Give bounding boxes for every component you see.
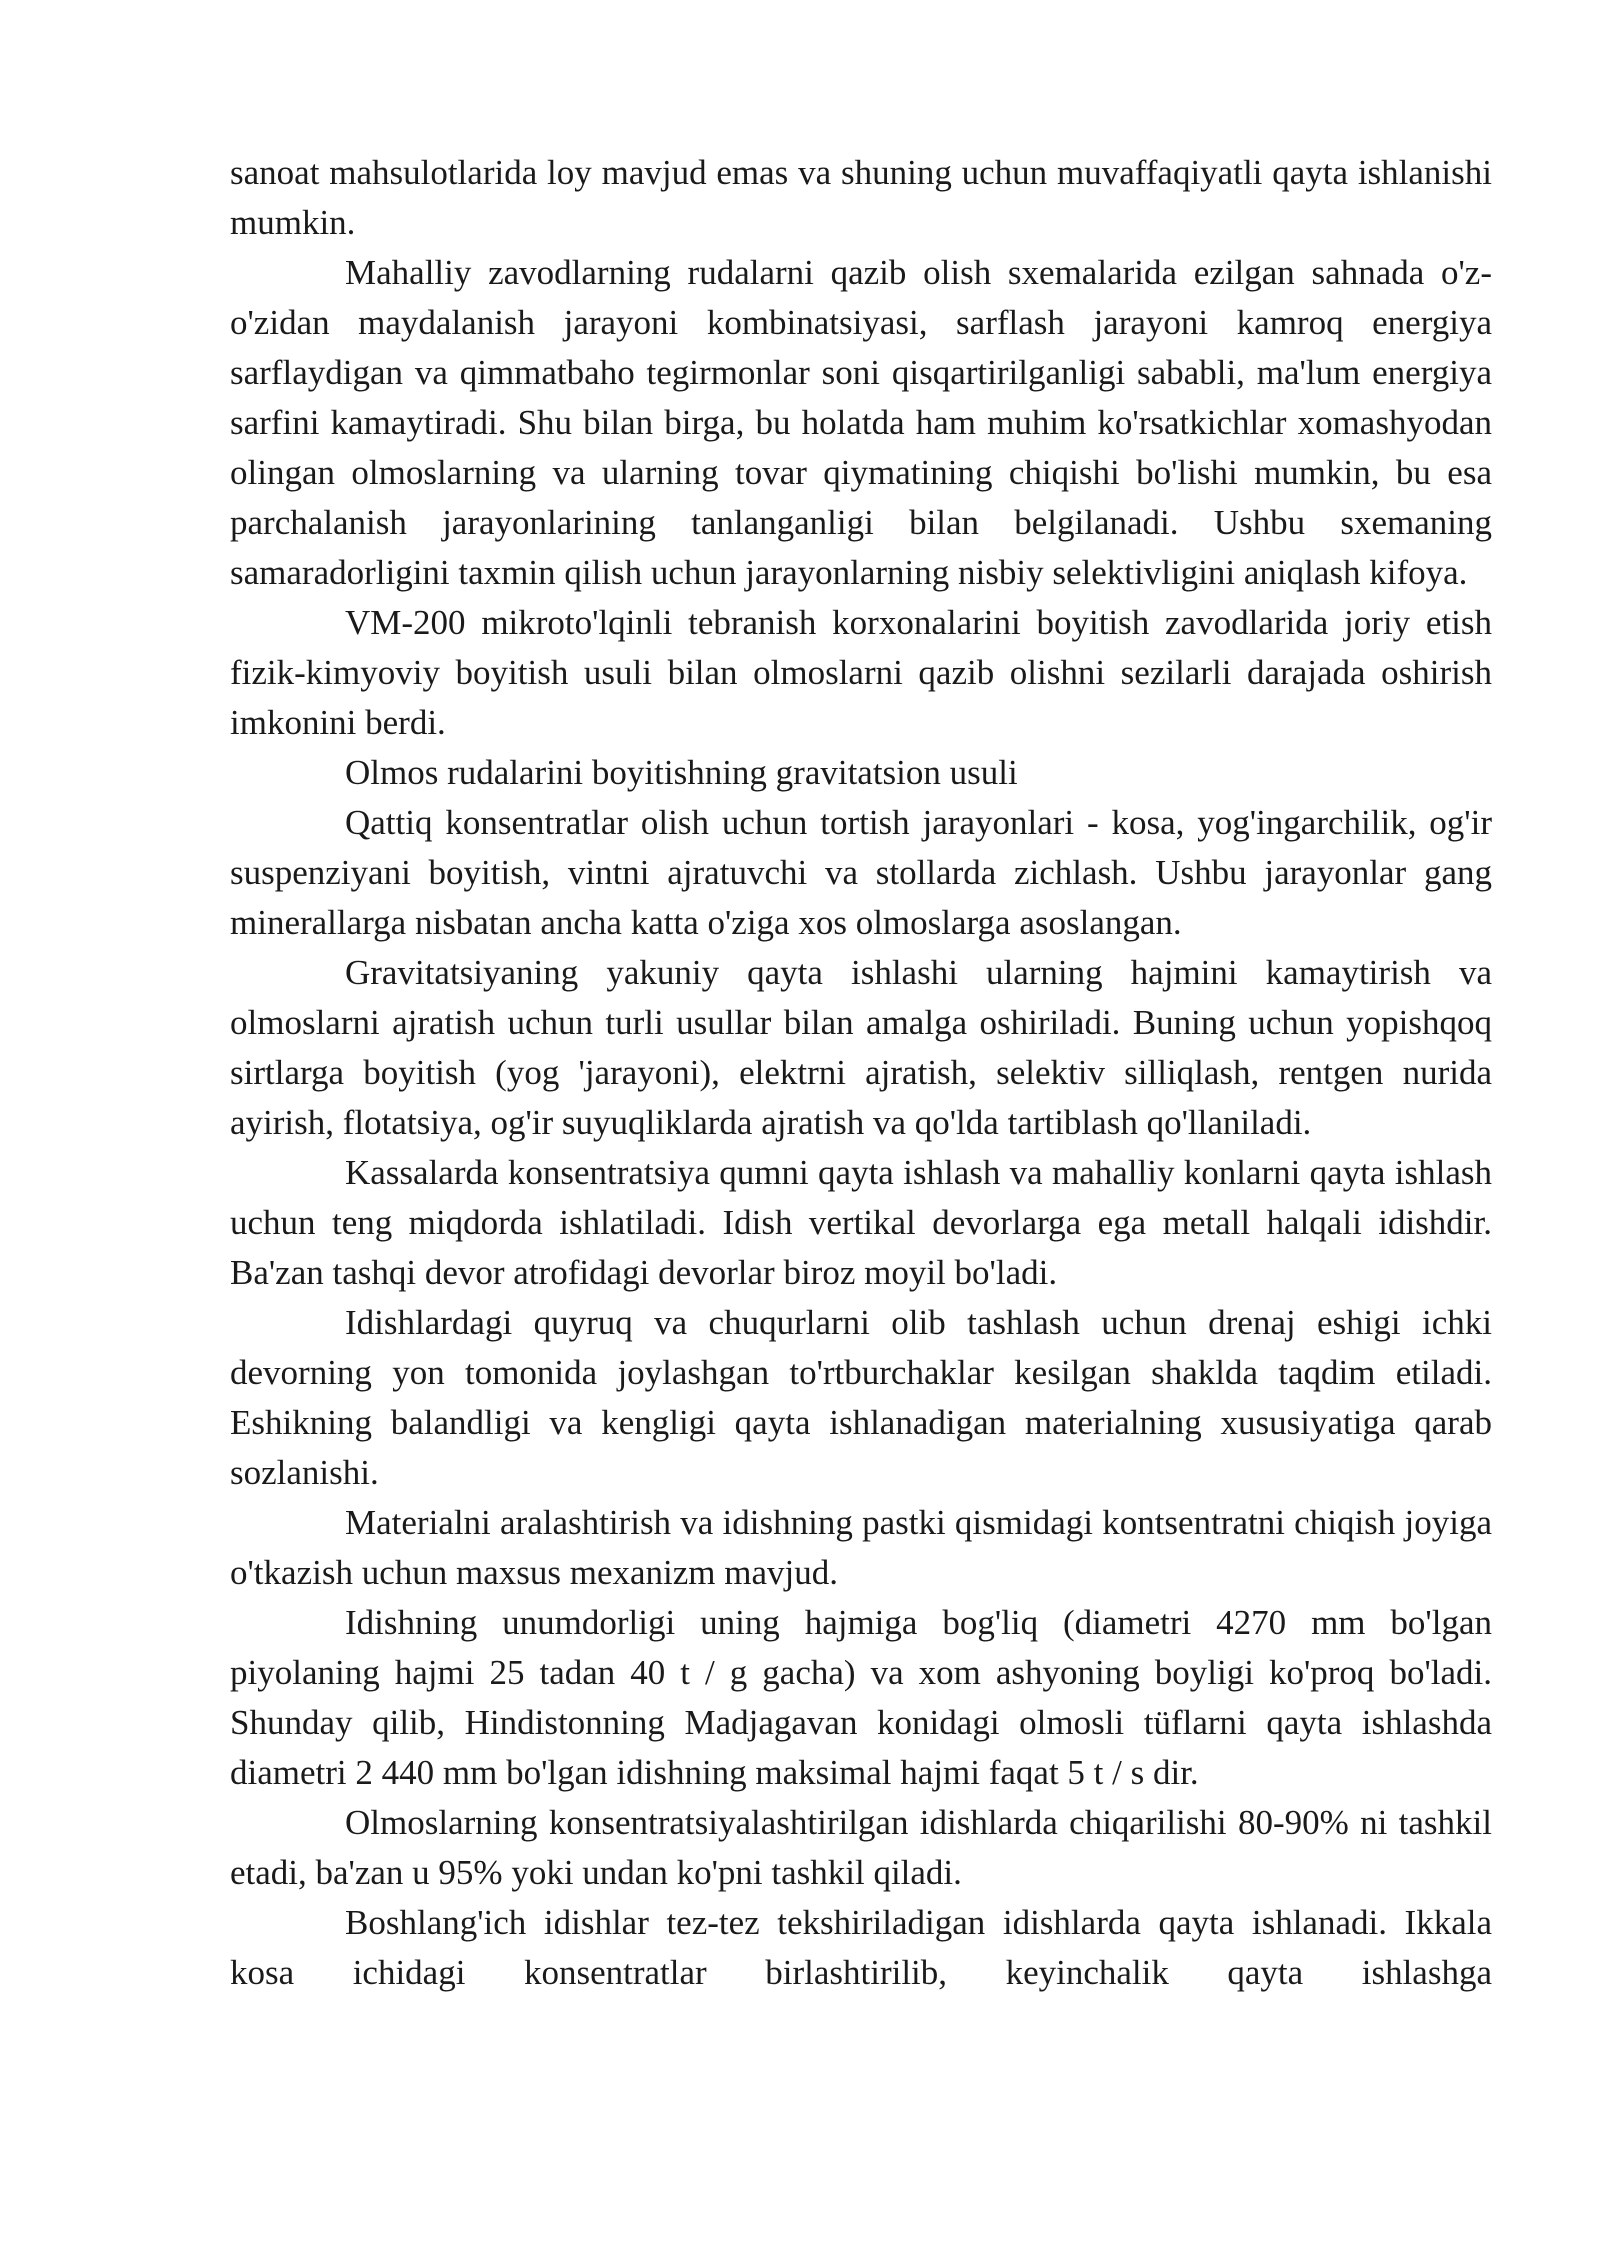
paragraph-vm200: VM-200 mikroto'lqinli tebranish korxonalarini boyitish zavodlarida joriy etish fizik-kimyoviy boyitish usuli bilan olmoslarni qazib olishni sezilarli darajada oshirish imkonini berdi. [230,603,1492,742]
paragraph-recovery-rate: Olmoslarning konsentratsiyalashtirilgan idishlarda chiqarilishi 80-90% ni tashkil etadi, ba'zan u 95% yoki undan ko'pni tashkil qiladi. [230,1803,1492,1892]
paragraph-bowls: Kassalarda konsentratsiya qumni qayta ishlash va mahalliy konlarni qayta ishlash uchun teng miqdorda ishlatiladi. Idish vertikal devorlarga ega metall halqali idishdir. Ba'zan tashqi devor atrofidagi devorlar biroz moyil bo'ladi. [230,1153,1492,1292]
paragraph-drain-door: Idishlardagi quyruq va chuqurlarni olib tashlash uchun drenaj eshigi ichki devorning yon tomonida joylashgan to'rtburchaklar kesilgan shaklda taqdim etiladi. Eshikning balandligi va kengligi qayta ishlanadigan materialning xususiyatiga qarab sozlanishi. [230,1303,1492,1492]
paragraph-productivity: Idishning unumdorligi uning hajmiga bog'liq (diametri 4270 mm bo'lgan piyolaning hajmi 25 tadan 40 t / g gacha) va xom ashyoning boyligi ko'proq bo'ladi. Shunday qilib, Hindistonning Madjagavan konidagi olmosli tüflarni qayta ishlashda diametri 2 440 mm bo'lgan idishning maksimal hajmi faqat 5 t / s dir. [230,1603,1492,1792]
paragraph-weighing-processes: Qattiq konsentratlar olish uchun tortish jarayonlari - kosa, yog'ingarchilik, og'ir suspenziyani boyitish, vintni ajratuvchi va stollarda zichlash. Ushbu jarayonlar gang minerallarga nisbatan ancha katta o'ziga xos olmoslarga asoslangan. [230,803,1492,942]
section-heading-gravity-method: Olmos rudalarini boyitishning gravitatsion usuli [345,753,1018,792]
paragraph-initial-bowls: Boshlang'ich idishlar tez-tez tekshiriladigan idishlarda qayta ishlanadi. Ikkala kosa ichidagi konsentratlar birlashtirilib, keyinchalik qayta ishlashga [230,1903,1492,1992]
paragraph-final-processing: Gravitatsiyaning yakuniy qayta ishlashi ularning hajmini kamaytirish va olmoslarni ajratish uchun turli usullar bilan amalga oshiriladi. Buning uchun yopishqoq sirtlarga boyitish (yog 'jarayoni), elektrni ajratish, selektiv silliqlash, rentgen nurida ayirish, flotatsiya, og'ir suyuqliklarda ajratish va qo'lda tartiblash qo'llaniladi. [230,953,1492,1142]
paragraph-mixing-mechanism: Materialni aralashtirish va idishning pastki qismidagi kontsentratni chiqish joyiga o'tkazish uchun maxsus mexanizm mavjud. [230,1503,1492,1592]
document-page [230,148,1492,1998]
paragraph-energy-consumption: Mahalliy zavodlarning rudalarni qazib olish sxemalarida ezilgan sahnada o'z-o'zidan maydalanish jarayoni kombinatsiyasi, sarflash jarayoni kamroq energiya sarflaydigan va qimmatbaho tegirmonlar soni qisqartirilganligi sababli, ma'lum energiya sarfini kamaytiradi. Shu bilan birga, bu holatda ham muhim ko'rsatkichlar xomashyodan olingan olmoslarning va ularning tovar qiymatining chiqishi bo'lishi mumkin, bu esa parchalanish jarayonlarining tanlanganligi bilan belgilanadi. Ushbu sxemaning samaradorligini taxmin qilish uchun jarayonlarning nisbiy selektivligini aniqlash kifoya. [230,253,1492,592]
paragraph-continuation: sanoat mahsulotlarida loy mavjud emas va shuning uchun muvaffaqiyatli qayta ishlanishi mumkin. [230,153,1492,242]
